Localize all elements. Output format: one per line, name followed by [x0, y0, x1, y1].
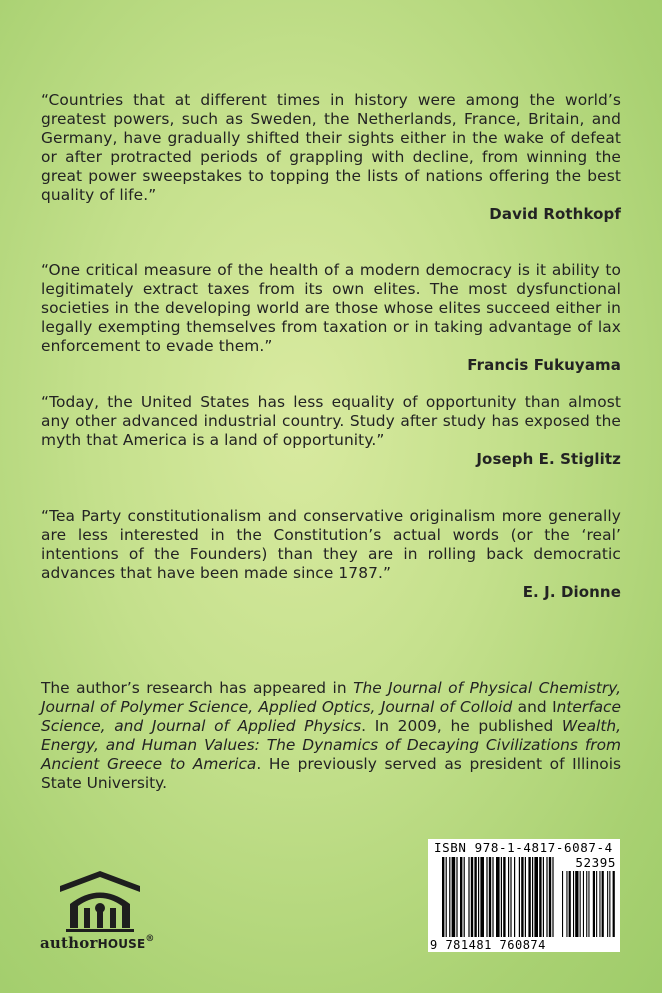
quote-text: “Countries that at different times in history were among the world’s greatest powers, such as Sweden, the Netherlands, France, Britain, and Germany, have gradually shifted their sights either in the wake of defeat or after protracted periods of grappling with decline, from winning the great power sweepstakes to topping the lists of nations offering the best quality of life.”: [41, 91, 621, 204]
author-bio: [41, 679, 621, 793]
bio-text: and I: [512, 698, 557, 716]
book-title: Wealth, Energy, and Human Values: The Dynamics of Decaying Civilizations from Ancient Greece to America: [41, 717, 621, 773]
bio-text: . He previously served as president of Illinois State University.: [41, 755, 621, 792]
bio-text: The author’s research has appeared in: [41, 679, 354, 697]
journal-list: nterface Science, and Journal of Applied Physics: [41, 698, 621, 735]
quote-text: “Today, the United States has less equality of opportunity than almost any other advanced industrial country. Study after study has exposed the myth that America is a land of opportunity.”: [41, 393, 621, 449]
quote-fukuyama: [41, 261, 621, 375]
quote-author: David Rothkopf: [489, 205, 621, 223]
barcode-bars: [428, 839, 620, 952]
quote-rothkopf: [41, 91, 621, 224]
quote-stiglitz: [41, 393, 621, 469]
quote-author: E. J. Dionne: [522, 583, 621, 601]
bio-text: . In 2009, he published: [361, 717, 562, 735]
isbn-barcode: [428, 839, 620, 952]
quote-author: Francis Fukuyama: [467, 356, 621, 374]
quote-text: “One critical measure of the health of a modern democracy is it ability to legitimately extract taxes from its own elites. The most dysfunctional societies in the developing world are those whose elites succeed either in legally exempting themselves from taxation or in taking advantage of lax enforcement to evade them.”: [41, 261, 621, 355]
price-code: 52395: [575, 855, 616, 870]
journal-list: The Journal of Physical Chemistry, Journal of Polymer Science, Applied Optics, Journal of Colloid: [41, 679, 621, 716]
quote-dionne: [41, 507, 621, 602]
isbn-label: ISBN 978-1-4817-6087-4: [434, 840, 613, 855]
barcode-digits: 9 781481 760874: [430, 938, 546, 952]
quote-text: “Tea Party constitutionalism and conservative originalism more generally are less interested in the Constitution’s actual words (or the ‘real’ intentions of the Founders) than they are in rolling back democratic advances that have been made since 1787.”: [41, 507, 621, 582]
quote-author: Joseph E. Stiglitz: [476, 450, 621, 468]
publisher-name: authorHOUSE®: [40, 934, 155, 952]
